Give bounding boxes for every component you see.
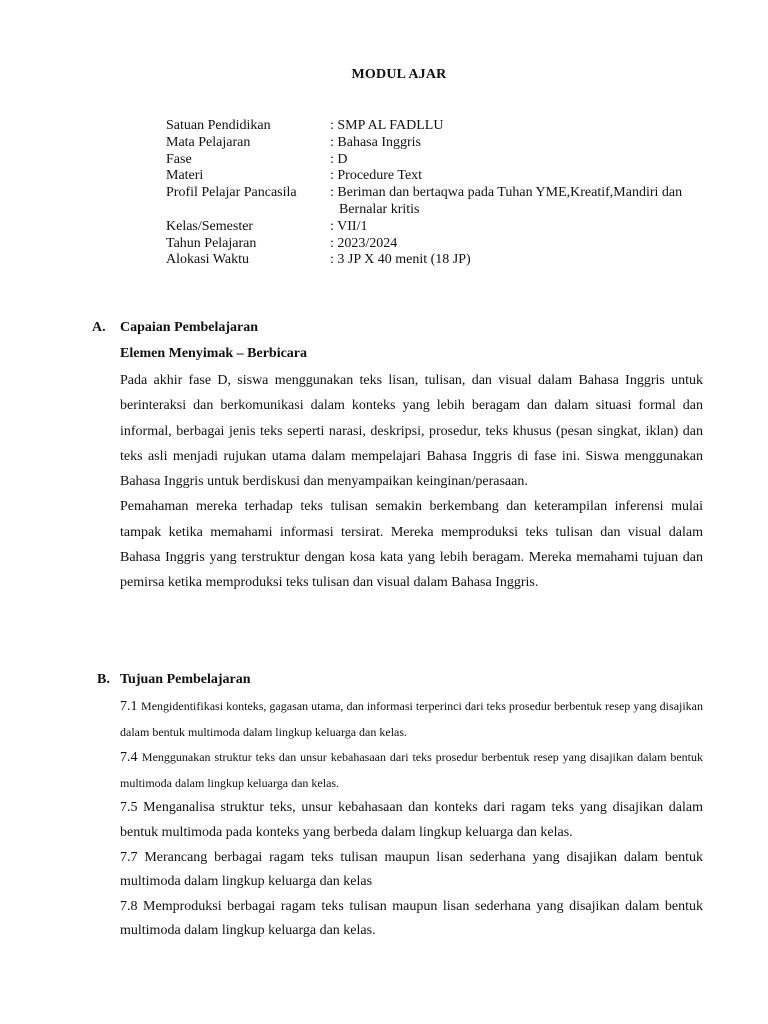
info-value: : D (330, 151, 348, 167)
goal-text: Menganalisa struktur teks, unsur kebahasaan dan konteks dari ragam teks yang disajikan dalam bentuk multimoda pada konteks yang berbeda dalam lingkup keluarga dan kelas. (120, 800, 703, 840)
goal-item (120, 694, 703, 745)
section-heading (0, 320, 768, 338)
document-title: MODUL AJAR (351, 67, 447, 82)
info-label: Fase (166, 151, 192, 167)
goal-number: 7.5 (120, 800, 138, 816)
goal-text: Mengidentifikasi konteks, gagasan utama, dan informasi terperinci dari teks prosedur berbentuk resep yang disajikan dalam bentuk multimoda dalam lingkup keluarga dan kelas. (120, 699, 704, 739)
info-row-profile (166, 185, 726, 219)
section-letter: A. (92, 320, 106, 335)
goal-number: 7.8 (120, 898, 138, 914)
goal-item (120, 846, 703, 895)
info-row-material (166, 168, 726, 185)
info-value: : Beriman dan bertaqwa pada Tuhan YME,Kreatif,Mandiri dan Bernalar kritis (330, 185, 683, 217)
goal-item (120, 745, 703, 796)
info-label: Kelas/Semester (166, 218, 254, 234)
info-row-school (166, 118, 726, 135)
info-label: Tahun Pelajaran (166, 235, 257, 251)
goal-list (120, 694, 703, 944)
section-tujuan (0, 672, 768, 939)
info-value: : Procedure Text (330, 168, 423, 184)
goal-text: Merancang berbagai ragam teks tulisan maupun lisan sederhana yang disajikan dalam bentuk multimoda dalam lingkup keluarga dan kelas (120, 849, 703, 890)
section-subheading: Elemen Menyimak – Berbicara (120, 346, 308, 361)
info-label: Alokasi Waktu (166, 252, 249, 268)
info-row-subject (166, 135, 726, 152)
section-body (120, 368, 703, 596)
section-capaian (0, 320, 768, 591)
section-title: Capaian Pembelajaran (120, 320, 259, 335)
paragraph: Pada akhir fase D, siswa menggunakan teks lisan, tulisan, dan visual dalam Bahasa Inggris untuk berinteraksi dan berkomunikasi dalam konteks yang lebih beragam dan dalam situasi formal dan informal, berbagai jenis teks seperti narasi, deskripsi, prosedur, teks khusus (pesan singkat, iklan) dan teks asli menjadi rujukan utama dalam mempelajari Bahasa Inggris di fase ini. Siswa menggunakan Bahasa Inggris untuk berdiskusi dan menyampaikan keinginan/perasaan. (120, 373, 703, 490)
info-value: : VII/1 (330, 218, 368, 234)
info-value: : SMP AL FADLLU (330, 118, 444, 133)
section-letter: B. (97, 672, 110, 687)
info-label: Materi (166, 168, 204, 184)
section-heading (0, 672, 768, 690)
info-row-time (166, 252, 726, 269)
identity-table (166, 118, 726, 269)
info-label: Mata Pelajaran (166, 134, 251, 150)
goal-number: 7.1 (120, 699, 138, 714)
info-row-year (166, 236, 726, 253)
info-row-phase (166, 152, 726, 169)
goal-item (120, 895, 703, 944)
section-title: Tujuan Pembelajaran (120, 672, 251, 687)
paragraph: Pemahaman mereka terhadap teks tulisan semakin berkembang dan keterampilan inferensi mulai tampak ketika memahami informasi tersirat. Mereka memproduksi teks tulisan dan visual dalam Bahasa Inggris yang terstruktur dengan kosa kata yang lebih beragam. Mereka memahami tujuan dan pemirsa ketika memproduksi teks tulisan dan visual dalam Bahasa Inggris. (120, 499, 703, 591)
goal-number: 7.4 (120, 750, 138, 766)
goal-number: 7.7 (120, 849, 138, 865)
info-row-class (166, 219, 726, 236)
info-label: Satuan Pendidikan (166, 118, 271, 133)
info-label: Profil Pelajar Pancasila (166, 185, 297, 201)
info-value: : Bahasa Inggris (330, 134, 421, 150)
info-value: : 2023/2024 (330, 235, 398, 251)
goal-text: Memproduksi berbagai ragam teks tulisan maupun lisan sederhana yang disajikan dalam bentuk multimoda dalam lingkup keluarga dan kelas. (120, 898, 704, 939)
info-value: : 3 JP X 40 menit (18 JP) (330, 252, 471, 268)
goal-item (120, 796, 703, 845)
goal-text: Menggunakan struktur teks dan unsur kebahasaan dari teks prosedur berbentuk resep yang disajikan dalam bentuk multimoda dalam lingkup keluarga dan kelas. (120, 750, 703, 790)
